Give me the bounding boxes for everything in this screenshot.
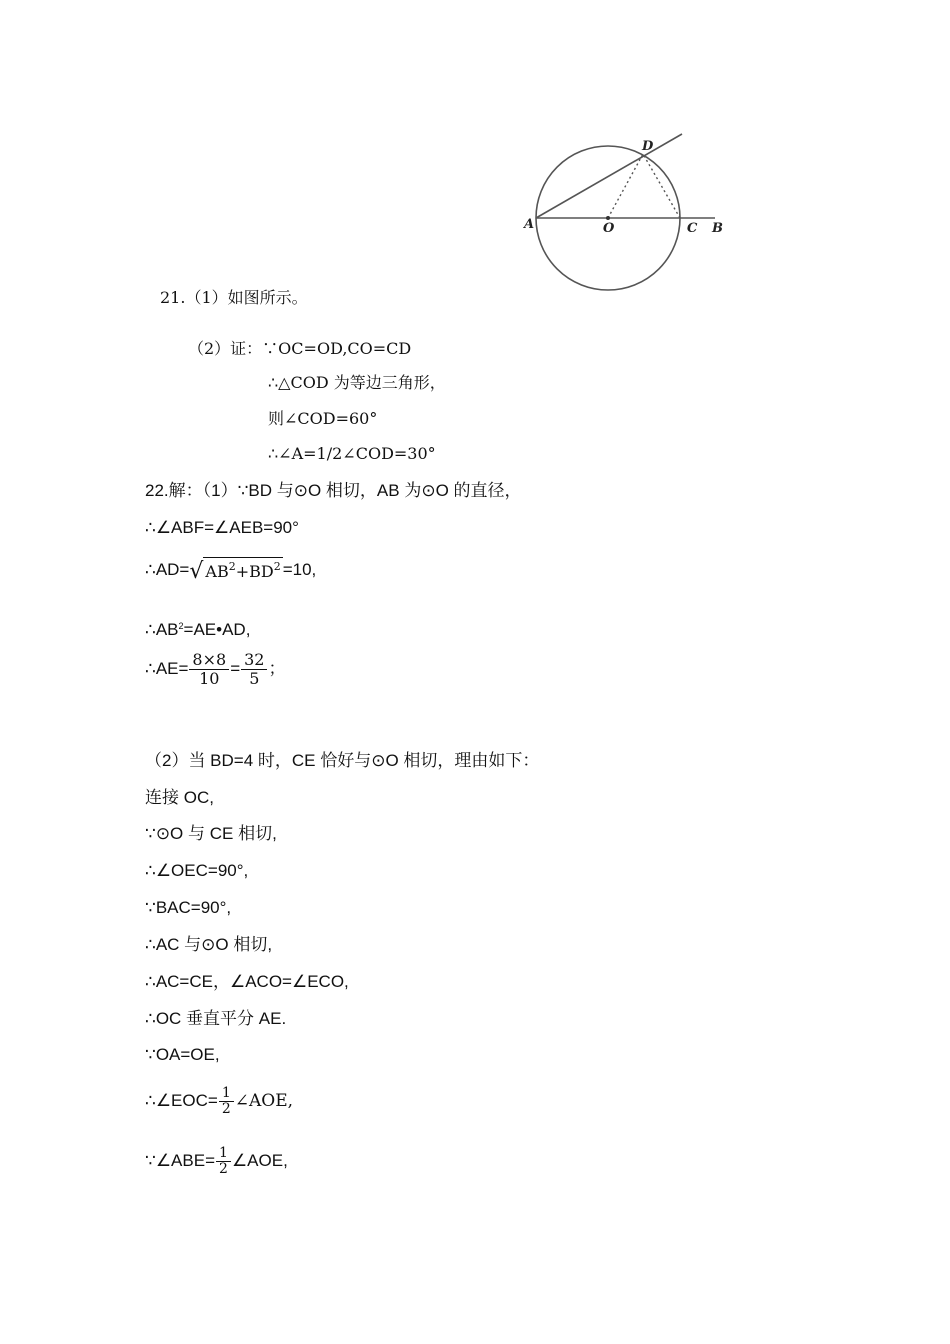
line-cd-dotted bbox=[643, 154, 680, 218]
abe-fraction bbox=[216, 1146, 231, 1177]
q22-oc-bisect: ∴OC 垂直平分 AE. bbox=[145, 1009, 287, 1028]
q21-part2-line3: 则∠COD=60° bbox=[268, 409, 378, 428]
abe-prefix: ∵∠ABE= bbox=[145, 1151, 216, 1170]
q22-eoc bbox=[145, 1080, 293, 1122]
q21-part2-line1: （2）证：∵OC=OD,CO=CD bbox=[188, 339, 412, 358]
abe-suffix: ∠AOE, bbox=[231, 1151, 288, 1170]
line-od-dotted bbox=[608, 154, 643, 218]
ab-exp: 2 bbox=[178, 621, 184, 631]
ae-frac-den: 10 bbox=[199, 669, 220, 689]
q22-intro: 22.解：（1）∵BD 与⊙O 相切，AB 为⊙O 的直径， bbox=[145, 481, 522, 500]
q22-line-ad bbox=[145, 556, 316, 586]
ad-plus: +BD bbox=[235, 562, 274, 581]
eoc-fraction bbox=[219, 1086, 234, 1117]
eoc-prefix: ∴∠EOC= bbox=[145, 1091, 218, 1110]
ae-result-fraction bbox=[241, 651, 267, 688]
ae-prefix: ∴AE= bbox=[145, 659, 189, 678]
ad-result: =10, bbox=[282, 560, 317, 579]
q22-part2-intro: （2）当 BD=4 时，CE 恰好与⊙O 相切，理由如下： bbox=[145, 751, 540, 770]
q22-line-abf: ∴∠ABF=∠AEB=90° bbox=[145, 518, 299, 537]
q22-bac: ∵BAC=90°, bbox=[145, 898, 232, 917]
label-a: A bbox=[524, 217, 535, 232]
sqrt-expression: √ $AB^2+BD^2$ bbox=[189, 559, 281, 584]
ae-res-num: 32 bbox=[241, 651, 267, 670]
q22-connect: 连接 OC, bbox=[145, 788, 214, 807]
q22-oec: ∴∠OEC=90°, bbox=[145, 861, 249, 880]
point-o bbox=[606, 216, 610, 220]
ae-eq: = bbox=[230, 659, 241, 678]
q21-part1: 21.（1）如图所示。 bbox=[160, 288, 308, 307]
ad-exp-b: 2 bbox=[273, 560, 281, 573]
circle-diagram bbox=[510, 118, 740, 298]
eoc-num: 1 bbox=[219, 1086, 234, 1102]
eoc-suffix: ∠AOE, bbox=[234, 1091, 294, 1111]
ad-exp-a: 2 bbox=[228, 560, 236, 573]
ae-end: ； bbox=[268, 659, 286, 678]
label-c: C bbox=[687, 221, 698, 236]
abe-den: 2 bbox=[219, 1161, 228, 1178]
q22-ac-tangent: ∴AC 与⊙O 相切, bbox=[145, 935, 273, 954]
ae-fraction bbox=[189, 651, 229, 688]
ab-rest: =AE•AD, bbox=[183, 620, 251, 639]
ae-frac-num: 8×8 bbox=[189, 651, 229, 670]
ad-radicand-a: AB bbox=[205, 562, 229, 581]
q22-line-ab bbox=[145, 615, 250, 641]
label-b: B bbox=[712, 221, 723, 236]
ad-prefix: ∴AD= bbox=[145, 560, 190, 579]
q22-tangent-ce: ∵⊙O 与 CE 相切, bbox=[145, 824, 277, 843]
ae-res-den: 5 bbox=[249, 669, 260, 689]
abe-num: 1 bbox=[216, 1146, 231, 1162]
q21-part2-line4: ∴∠A=1/2∠COD=30° bbox=[268, 444, 436, 463]
label-d: D bbox=[642, 139, 654, 154]
label-o: O bbox=[603, 221, 615, 236]
q22-abe bbox=[145, 1140, 288, 1182]
q22-line-ae bbox=[145, 650, 285, 688]
ab-prefix: ∴AB bbox=[145, 620, 179, 639]
q21-part2-line2: ∴△COD 为等边三角形， bbox=[268, 373, 446, 392]
q22-oa-oe: ∵OA=OE, bbox=[145, 1045, 220, 1064]
q22-ac-ce: ∴AC=CE，∠ACO=∠ECO, bbox=[145, 972, 349, 991]
eoc-den: 2 bbox=[221, 1101, 231, 1118]
circle-figure bbox=[510, 118, 740, 298]
